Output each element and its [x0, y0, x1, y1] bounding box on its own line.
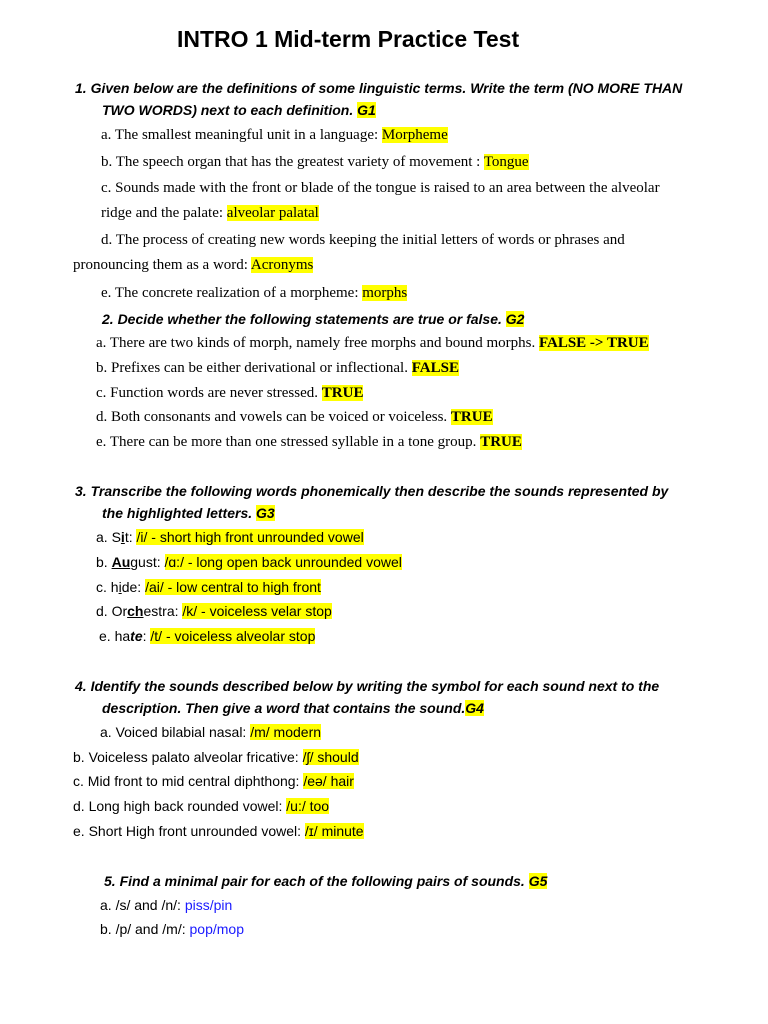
- q4-item-c: [73, 773, 354, 789]
- q3-item-d: [96, 603, 332, 619]
- q1-b-answer: Tongue: [483, 154, 529, 170]
- q4-tag: G4: [465, 700, 484, 716]
- q1-item-d-line1: d. The process of creating new words keeping the initial letters of words or phrases and: [101, 232, 625, 248]
- q2-e-answer: TRUE: [480, 434, 522, 450]
- q1-item-d-line2: [73, 257, 313, 274]
- q4-e-text: e. Short High front unrounded vowel:: [73, 823, 305, 839]
- q3-d-answer: /k/ - voiceless velar stop: [182, 603, 332, 619]
- q2-item-c: [96, 385, 363, 402]
- q5-prompt: [104, 873, 547, 889]
- q3-c-answer: /ai/ - low central to high front: [145, 579, 321, 595]
- q4-item-a: [100, 724, 321, 740]
- q2-c-text: c. Function words are never stressed.: [96, 385, 322, 401]
- q4-item-e: [73, 823, 364, 839]
- page-title: INTRO 1 Mid-term Practice Test: [177, 26, 520, 52]
- q1-item-a: [101, 127, 448, 144]
- q1-tag: G1: [357, 102, 376, 118]
- q1-a-text: a. The smallest meaningful unit in a language:: [101, 127, 382, 143]
- q3-tag: G3: [256, 505, 275, 521]
- q2-c-answer: TRUE: [321, 385, 364, 401]
- q4-c-text: c. Mid front to mid central diphthong:: [73, 773, 304, 789]
- q2-a-text: a. There are two kinds of morph, namely free morphs and bound morphs.: [96, 335, 539, 351]
- q3-b-highlighted-letters: Au: [111, 554, 131, 570]
- q1-c-answer: alveolar palatal: [226, 205, 319, 221]
- q5-b-text: b. /p/ and /m/:: [100, 921, 190, 937]
- q1-e-text: e. The concrete realization of a morpheme:: [101, 285, 363, 301]
- q2-item-a: [96, 335, 649, 352]
- q3-prompt-line1: 3. Transcribe the following words phonemically then describe the sounds represented by: [75, 483, 669, 499]
- q3-prompt-text: the highlighted letters.: [102, 505, 253, 521]
- q3-e-label: e.: [99, 628, 115, 644]
- q2-item-e: [96, 434, 522, 451]
- q1-item-b: [101, 154, 529, 171]
- q2-prompt: [102, 311, 524, 327]
- q1-c-text: ridge and the palate:: [101, 205, 227, 221]
- q4-a-answer: /m/ modern: [250, 724, 322, 740]
- q4-prompt-line2: [102, 700, 484, 716]
- q1-prompt-text: TWO WORDS) next to each definition.: [102, 102, 354, 118]
- q5-tag: G5: [528, 873, 548, 889]
- q3-b-word-end: gust:: [130, 554, 165, 570]
- q3-d-word-end: estra:: [143, 603, 183, 619]
- q2-prompt-text: 2. Decide whether the following statements are true or false.: [102, 311, 502, 327]
- q3-item-c: [96, 579, 321, 595]
- q4-b-answer: /ʃ/ should: [302, 749, 359, 765]
- q4-c-answer: /eə/ hair: [303, 773, 354, 789]
- q4-b-text: b. Voiceless palato alveolar fricative:: [73, 749, 303, 765]
- q1-prompt-line2: [102, 102, 376, 118]
- q3-a-word-end: t:: [124, 529, 137, 545]
- q5-item-b: [100, 921, 244, 937]
- q2-item-b: [96, 360, 459, 377]
- q1-d-answer: Acronyms: [250, 257, 314, 273]
- q1-item-c-line2: [101, 205, 319, 222]
- q4-prompt-text: description. Then give a word that contains the sound.: [102, 700, 466, 716]
- q5-item-a: [100, 897, 232, 913]
- q3-c-highlighted-letters: i: [118, 579, 122, 595]
- q4-d-text: d. Long high back rounded vowel:: [73, 798, 287, 814]
- q1-item-c-line1: c. Sounds made with the front or blade of the tongue is raised to an area between the alveolar: [101, 180, 660, 196]
- q3-d-word-start: Or: [111, 603, 128, 619]
- q3-a-highlighted-letters: i: [120, 529, 125, 545]
- q3-a-word-start: S: [111, 529, 121, 545]
- q2-e-text: e. There can be more than one stressed syllable in a tone group.: [96, 434, 481, 450]
- q1-e-answer: morphs: [362, 285, 408, 301]
- q3-e-highlighted-letters: te: [130, 628, 143, 644]
- q2-d-answer: TRUE: [450, 409, 493, 425]
- q3-item-e: [99, 628, 315, 644]
- q3-d-highlighted-letters: ch: [127, 603, 144, 619]
- q3-b-answer: /ɑ:/ - long open back unrounded vowel: [164, 554, 402, 570]
- q3-a-label: a.: [96, 529, 112, 545]
- q3-e-answer: /t/ - voiceless alveolar stop: [150, 628, 316, 644]
- q3-c-word-start: h: [110, 579, 119, 595]
- q4-item-b: [73, 749, 359, 765]
- q4-d-answer: /u:/ too: [286, 798, 330, 814]
- q3-a-answer: /i/ - short high front unrounded vowel: [136, 529, 364, 545]
- q2-b-text: b. Prefixes can be either derivational or inflectional.: [96, 360, 412, 376]
- q3-c-label: c.: [96, 579, 111, 595]
- q3-c-word-end: de:: [121, 579, 146, 595]
- q2-d-text: d. Both consonants and vowels can be voiced or voiceless.: [96, 409, 451, 425]
- q1-b-text: b. The speech organ that has the greatest variety of movement :: [101, 154, 484, 170]
- q1-d-text: pronouncing them as a word:: [73, 257, 251, 273]
- q2-item-d: [96, 409, 493, 426]
- q5-a-answer: piss/pin: [184, 897, 233, 913]
- q3-b-label: b.: [96, 554, 112, 570]
- q3-prompt-line2: [102, 505, 275, 521]
- q4-item-d: [73, 798, 329, 814]
- q3-d-label: d.: [96, 603, 112, 619]
- q1-prompt-line1: 1. Given below are the definitions of some linguistic terms. Write the term (NO MORE THAN: [75, 80, 683, 96]
- q4-a-text: a. Voiced bilabial nasal:: [100, 724, 251, 740]
- q5-a-text: a. /s/ and /n/:: [100, 897, 185, 913]
- q4-e-answer: /ɪ/ minute: [304, 823, 364, 839]
- q1-item-e: [101, 285, 407, 302]
- q3-e-word-end: :: [142, 628, 151, 644]
- q2-tag: G2: [505, 311, 525, 327]
- q3-e-word-start: ha: [114, 628, 131, 644]
- q3-item-a: [96, 529, 364, 545]
- q5-b-answer: pop/mop: [189, 921, 244, 937]
- q3-item-b: [96, 554, 402, 570]
- q2-a-answer: FALSE -> TRUE: [538, 335, 649, 351]
- q4-prompt-line1: 4. Identify the sounds described below by writing the symbol for each sound next to the: [75, 678, 660, 694]
- q2-b-answer: FALSE: [411, 360, 459, 376]
- q5-prompt-text: 5. Find a minimal pair for each of the following pairs of sounds.: [104, 873, 525, 889]
- q1-a-answer: Morpheme: [381, 127, 448, 143]
